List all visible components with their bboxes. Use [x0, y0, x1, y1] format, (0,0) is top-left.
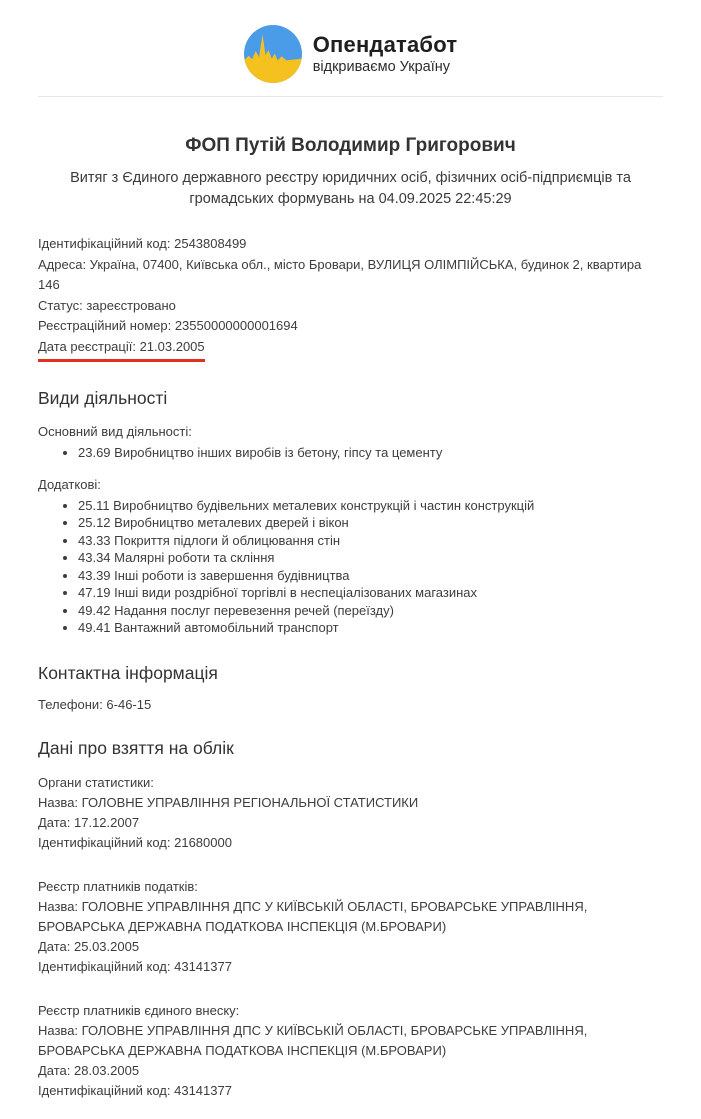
opendatabot-logo-icon — [244, 25, 302, 83]
activity-item: • 43.33 Покриття підлоги й облицювання стін — [78, 532, 663, 550]
activity-item: • 23.69 Виробництво інших виробів із бетону, гіпсу та цементу — [78, 444, 663, 462]
section-activities-heading: Види діяльності — [38, 388, 168, 409]
status: Статус: зареєстровано — [38, 297, 176, 313]
address: Адреса: Україна, 07400, Київська обл., місто Бровари, ВУЛИЦЯ ОЛІМПІЙСЬКА, будинок 2, квартира 146 — [38, 256, 642, 293]
record-type: Реєстр платників єдиного внеску: — [38, 1002, 240, 1018]
identification-code: Ідентифікаційний код: 2543808499 — [38, 236, 247, 252]
record-code: Ідентифікаційний код: 43141377 — [38, 1082, 232, 1098]
additional-activities-list — [38, 497, 663, 637]
activity-item: • 47.19 Інші види роздрібної торгівлі в неспеціалізованих магазинах — [78, 584, 663, 602]
additional-activities-label: Додаткові: — [38, 476, 101, 492]
record-date: Дата: 17.12.2007 — [38, 814, 140, 830]
header-divider — [38, 96, 663, 97]
registration-date-highlighted: Дата реєстрації: 21.03.2005 — [38, 337, 205, 363]
record-code: Ідентифікаційний код: 21680000 — [38, 834, 232, 850]
brand-tagline: відкриваємо Україну — [312, 58, 450, 75]
record-name: Назва: ГОЛОВНЕ УПРАВЛІННЯ РЕГІОНАЛЬНОЇ СТАТИСТИКИ — [38, 794, 419, 810]
registration-number: Реєстраційний номер: 23550000000001694 — [38, 318, 298, 334]
record-date: Дата: 25.03.2005 — [38, 938, 140, 954]
record-code: Ідентифікаційний код: 43141377 — [38, 958, 232, 974]
page-title: ФОП Путій Володимир Григорович — [185, 135, 516, 156]
primary-activity-label: Основний вид діяльності: — [38, 424, 192, 440]
activity-item: • 43.39 Інші роботи із завершення будівництва — [78, 567, 663, 585]
record-taxpayers — [38, 877, 663, 977]
section-records-heading: Дані про взяття на облік — [38, 737, 234, 758]
record-single-contribution — [38, 1001, 663, 1101]
section-contact-heading: Контактна інформація — [38, 662, 218, 683]
record-name: Назва: ГОЛОВНЕ УПРАВЛІННЯ ДПС У КИЇВСЬКІЙ ОБЛАСТІ, БРОВАРСЬКЕ УПРАВЛІННЯ, БРОВАРСЬКА ДЕРЖАВНА ПОДАТКОВА ІНСПЕКЦІЯ (М.БРОВАРИ) — [38, 1022, 588, 1058]
record-date: Дата: 28.03.2005 — [38, 1062, 140, 1078]
page-subtitle: Витяг з Єдиного державного реєстру юридичних осіб, фізичних осіб-підприємців та громадських формувань на 04.09.2025 22:45:29 — [70, 170, 631, 208]
record-statistics — [38, 773, 663, 853]
phones: Телефони: 6-46-15 — [38, 696, 152, 712]
opendatabot-logo[interactable] — [38, 25, 663, 83]
registration-date-line — [38, 337, 663, 363]
record-type: Реєстр платників податків: — [38, 878, 198, 894]
registration-details — [38, 234, 663, 362]
record-type: Органи статистики: — [38, 774, 154, 790]
logo-text — [313, 32, 458, 75]
activity-item: • 25.12 Виробництво металевих дверей і вікон — [78, 514, 663, 532]
primary-activity-list — [38, 444, 663, 462]
activity-item: • 49.42 Надання послуг перевезення речей (переїзду) — [78, 602, 663, 620]
activity-item: • 49.41 Вантажний автомобільний транспорт — [78, 619, 663, 637]
activity-item: • 25.11 Виробництво будівельних металевих конструкцій і частин конструкцій — [78, 497, 663, 515]
record-name: Назва: ГОЛОВНЕ УПРАВЛІННЯ ДПС У КИЇВСЬКІЙ ОБЛАСТІ, БРОВАРСЬКЕ УПРАВЛІННЯ, БРОВАРСЬКА ДЕРЖАВНА ПОДАТКОВА ІНСПЕКЦІЯ (М.БРОВАРИ) — [38, 898, 588, 934]
activity-item: • 43.34 Малярні роботи та скління — [78, 549, 663, 567]
brand-name: Опендатабот — [312, 32, 458, 58]
